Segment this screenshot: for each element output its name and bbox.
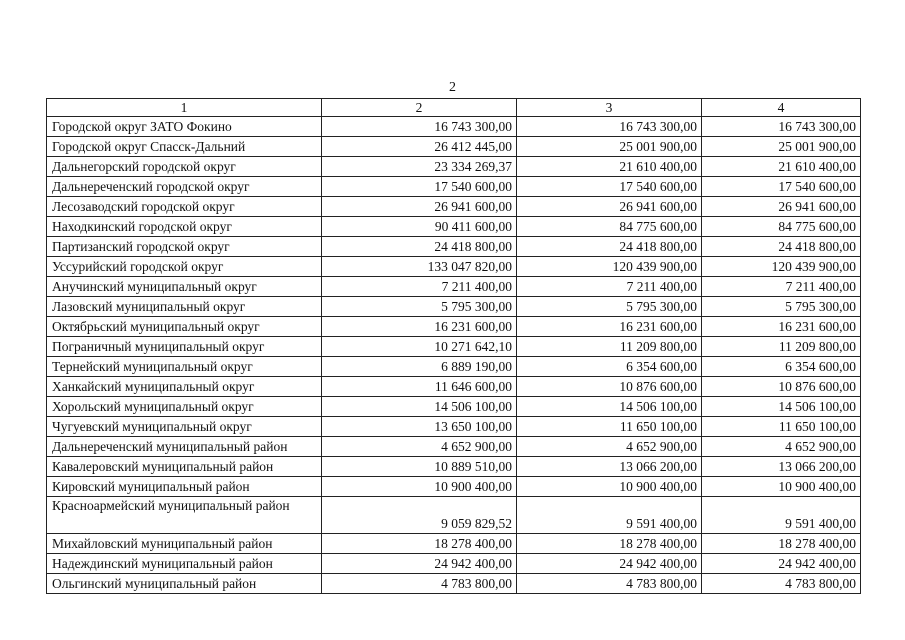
municipality-name-cell: Ольгинский муниципальный район <box>47 574 322 594</box>
municipality-name-cell: Хорольский муниципальный округ <box>47 397 322 417</box>
value-col2-cell: 17 540 600,00 <box>322 177 517 197</box>
municipality-name-cell: Дальнегорский городской округ <box>47 157 322 177</box>
value-col2-cell: 26 412 445,00 <box>322 137 517 157</box>
municipality-name-cell: Анучинский муниципальный округ <box>47 277 322 297</box>
municipality-name-cell: Чугуевский муниципальный округ <box>47 417 322 437</box>
municipality-name-cell: Ханкайский муниципальный округ <box>47 377 322 397</box>
value-col4-cell: 25 001 900,00 <box>702 137 861 157</box>
value-col3-cell: 84 775 600,00 <box>517 217 702 237</box>
header-row <box>47 99 861 117</box>
value-col3-cell: 17 540 600,00 <box>517 177 702 197</box>
municipality-name-cell: Находкинский городской округ <box>47 217 322 237</box>
value-col3-cell: 25 001 900,00 <box>517 137 702 157</box>
value-col4-cell: 84 775 600,00 <box>702 217 861 237</box>
column-header-1: 1 <box>47 99 322 117</box>
value-col2-cell: 5 795 300,00 <box>322 297 517 317</box>
value-col4-cell: 17 540 600,00 <box>702 177 861 197</box>
value-col4-cell: 120 439 900,00 <box>702 257 861 277</box>
table-row <box>47 554 861 574</box>
value-col3-cell: 18 278 400,00 <box>517 534 702 554</box>
value-col3-cell: 5 795 300,00 <box>517 297 702 317</box>
value-col3-cell: 14 506 100,00 <box>517 397 702 417</box>
value-col4-cell: 6 354 600,00 <box>702 357 861 377</box>
value-col2-cell: 90 411 600,00 <box>322 217 517 237</box>
value-col3-cell: 120 439 900,00 <box>517 257 702 277</box>
value-col2-cell: 23 334 269,37 <box>322 157 517 177</box>
table-row <box>47 397 861 417</box>
value-col3-cell: 21 610 400,00 <box>517 157 702 177</box>
value-col3-cell: 16 231 600,00 <box>517 317 702 337</box>
table-row <box>47 197 861 217</box>
value-col2-cell: 10 889 510,00 <box>322 457 517 477</box>
value-col2-cell: 24 418 800,00 <box>322 237 517 257</box>
value-col4-cell: 10 876 600,00 <box>702 377 861 397</box>
table-row <box>47 477 861 497</box>
municipality-name-cell: Пограничный муниципальный округ <box>47 337 322 357</box>
value-col4-cell: 26 941 600,00 <box>702 197 861 217</box>
value-col3-cell: 13 066 200,00 <box>517 457 702 477</box>
value-col2-cell: 13 650 100,00 <box>322 417 517 437</box>
table-row <box>47 237 861 257</box>
table-row <box>47 377 861 397</box>
table-row <box>47 437 861 457</box>
value-col3-cell: 4 783 800,00 <box>517 574 702 594</box>
value-col2-cell: 11 646 600,00 <box>322 377 517 397</box>
value-col3-cell: 10 876 600,00 <box>517 377 702 397</box>
table-row <box>47 257 861 277</box>
value-col4-cell: 9 591 400,00 <box>702 497 861 534</box>
table-row <box>47 297 861 317</box>
value-col4-cell: 24 942 400,00 <box>702 554 861 574</box>
table-row <box>47 357 861 377</box>
municipality-name-cell: Кировский муниципальный район <box>47 477 322 497</box>
value-col2-cell: 133 047 820,00 <box>322 257 517 277</box>
value-col4-cell: 5 795 300,00 <box>702 297 861 317</box>
value-col2-cell: 18 278 400,00 <box>322 534 517 554</box>
value-col2-cell: 10 900 400,00 <box>322 477 517 497</box>
value-col2-cell: 14 506 100,00 <box>322 397 517 417</box>
value-col3-cell: 7 211 400,00 <box>517 277 702 297</box>
municipality-name-cell: Дальнереченский муниципальный район <box>47 437 322 457</box>
municipality-name-cell: Кавалеровский муниципальный район <box>47 457 322 477</box>
value-col2-cell: 9 059 829,52 <box>322 497 517 534</box>
municipality-name-cell: Городской округ ЗАТО Фокино <box>47 117 322 137</box>
table-row <box>47 277 861 297</box>
table-row <box>47 177 861 197</box>
table-row <box>47 337 861 357</box>
value-col3-cell: 9 591 400,00 <box>517 497 702 534</box>
table-row <box>47 117 861 137</box>
table-row <box>47 217 861 237</box>
municipality-name-cell: Уссурийский городской округ <box>47 257 322 277</box>
budget-table <box>46 98 861 594</box>
value-col4-cell: 4 783 800,00 <box>702 574 861 594</box>
value-col4-cell: 7 211 400,00 <box>702 277 861 297</box>
table-row <box>47 457 861 477</box>
column-header-3: 3 <box>517 99 702 117</box>
value-col2-cell: 10 271 642,10 <box>322 337 517 357</box>
municipality-name-cell: Октябрьский муниципальный округ <box>47 317 322 337</box>
value-col2-cell: 16 743 300,00 <box>322 117 517 137</box>
value-col4-cell: 14 506 100,00 <box>702 397 861 417</box>
value-col3-cell: 26 941 600,00 <box>517 197 702 217</box>
table-row <box>47 534 861 554</box>
value-col2-cell: 26 941 600,00 <box>322 197 517 217</box>
value-col3-cell: 24 418 800,00 <box>517 237 702 257</box>
table-row <box>47 157 861 177</box>
value-col4-cell: 21 610 400,00 <box>702 157 861 177</box>
municipality-name-cell: Лесозаводский городской округ <box>47 197 322 217</box>
municipality-name-cell: Партизанский городской округ <box>47 237 322 257</box>
page-number: 2 <box>449 80 456 95</box>
value-col3-cell: 10 900 400,00 <box>517 477 702 497</box>
column-header-4: 4 <box>702 99 861 117</box>
table-body <box>47 117 861 594</box>
value-col2-cell: 24 942 400,00 <box>322 554 517 574</box>
value-col3-cell: 11 650 100,00 <box>517 417 702 437</box>
value-col4-cell: 16 231 600,00 <box>702 317 861 337</box>
value-col2-cell: 7 211 400,00 <box>322 277 517 297</box>
value-col2-cell: 4 783 800,00 <box>322 574 517 594</box>
value-col3-cell: 4 652 900,00 <box>517 437 702 457</box>
value-col4-cell: 4 652 900,00 <box>702 437 861 457</box>
table-row <box>47 497 861 534</box>
value-col4-cell: 10 900 400,00 <box>702 477 861 497</box>
value-col4-cell: 11 650 100,00 <box>702 417 861 437</box>
municipality-name-cell: Дальнереченский городской округ <box>47 177 322 197</box>
municipality-name-cell: Тернейский муниципальный округ <box>47 357 322 377</box>
municipality-name-cell: Городской округ Спасск-Дальний <box>47 137 322 157</box>
value-col4-cell: 16 743 300,00 <box>702 117 861 137</box>
table-row <box>47 417 861 437</box>
value-col4-cell: 11 209 800,00 <box>702 337 861 357</box>
municipality-name-cell: Лазовский муниципальный округ <box>47 297 322 317</box>
value-col2-cell: 16 231 600,00 <box>322 317 517 337</box>
table-row <box>47 317 861 337</box>
value-col3-cell: 16 743 300,00 <box>517 117 702 137</box>
table-row <box>47 137 861 157</box>
value-col3-cell: 24 942 400,00 <box>517 554 702 574</box>
table-row <box>47 574 861 594</box>
value-col4-cell: 18 278 400,00 <box>702 534 861 554</box>
value-col4-cell: 24 418 800,00 <box>702 237 861 257</box>
municipality-name-cell: Красноармейский муниципальный район <box>47 497 322 534</box>
value-col3-cell: 6 354 600,00 <box>517 357 702 377</box>
value-col3-cell: 11 209 800,00 <box>517 337 702 357</box>
value-col2-cell: 6 889 190,00 <box>322 357 517 377</box>
column-header-2: 2 <box>322 99 517 117</box>
value-col4-cell: 13 066 200,00 <box>702 457 861 477</box>
municipality-name-cell: Надеждинский муниципальный район <box>47 554 322 574</box>
municipality-name-cell: Михайловский муниципальный район <box>47 534 322 554</box>
value-col2-cell: 4 652 900,00 <box>322 437 517 457</box>
